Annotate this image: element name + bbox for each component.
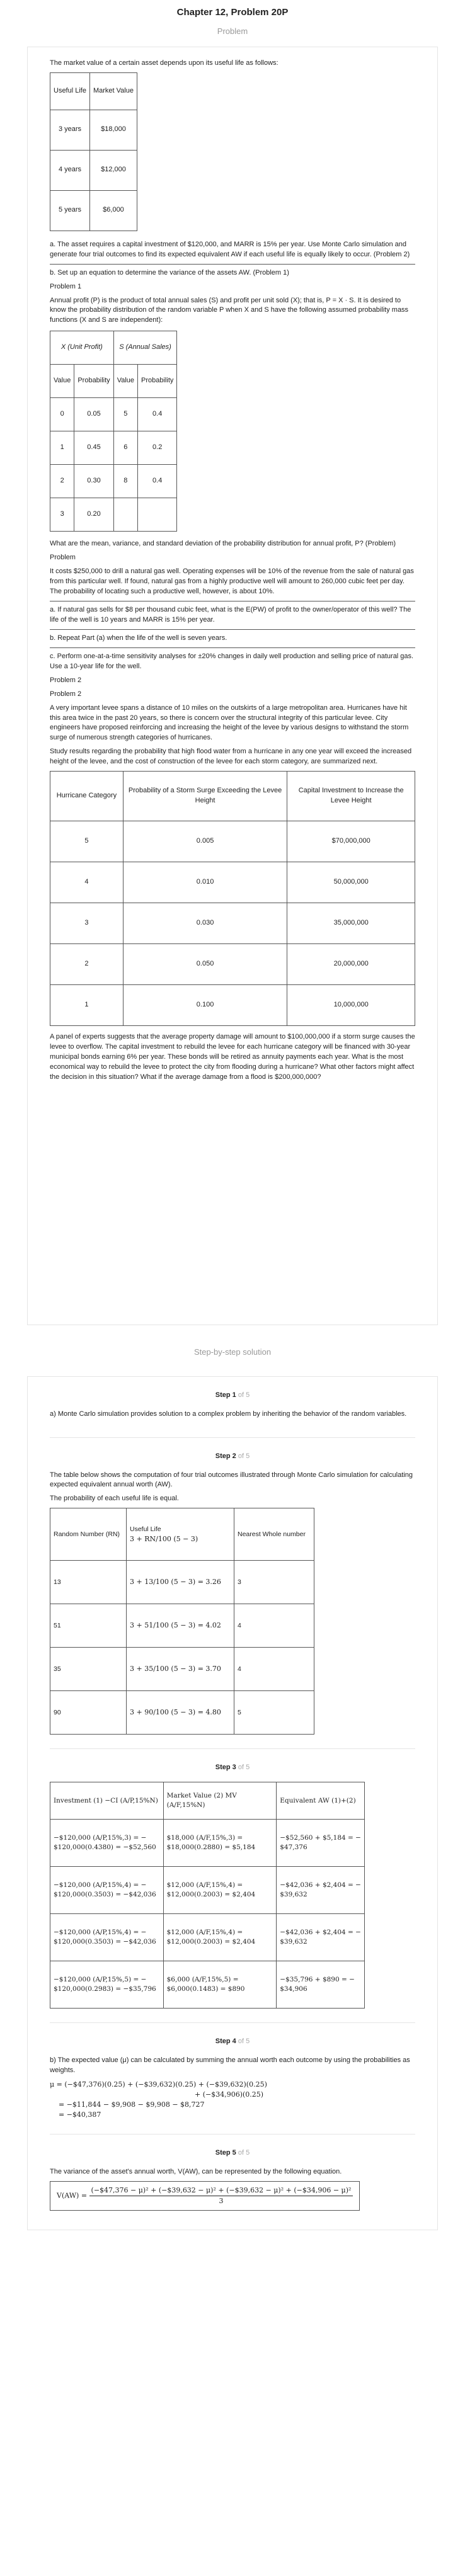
table-cell: 2 — [50, 465, 74, 498]
table-header: Investment (1) −CI (A/P,15%N) — [50, 1782, 164, 1820]
table-cell: 6 — [113, 431, 137, 465]
table-cell — [113, 498, 137, 532]
table-row — [50, 821, 415, 862]
market-value-table — [50, 72, 137, 231]
table-cell: 3 + 13/100 (5 − 3) = 3.26 — [127, 1561, 234, 1604]
step4-text: b) The expected value (μ) can be calculated by summing the annual worth each outcome by using the probabilities as weights. — [50, 2056, 410, 2075]
step-word: Step — [215, 1452, 231, 1460]
table-cell: 0.005 — [123, 821, 287, 862]
expected-value-equation — [50, 2080, 415, 2120]
table-row — [50, 465, 177, 498]
table-row — [50, 431, 177, 465]
table-cell: −$42,036 + $2,404 = −$39,632 — [277, 1914, 365, 1961]
step-of: of 5 — [238, 2148, 250, 2157]
step-word: Step — [215, 2148, 231, 2157]
step-number: 3 — [232, 1764, 236, 1772]
table-cell: 3 years — [50, 110, 90, 150]
table-row — [50, 1867, 365, 1914]
gas-well-text: It costs $250,000 to drill a natural gas well. Operating expenses will be 10% of the revenue from the sale of natural gas from this particular well. If found, natural gas from a highly productive well will amount to 260,000 cubic feet per day. The probability of locating such a productive well, however, is about 10%. — [50, 567, 414, 596]
table-header: Nearest Whole number — [234, 1508, 314, 1561]
problem-label: Problem — [50, 554, 76, 562]
table-row — [50, 190, 137, 231]
table-cell: 10,000,000 — [287, 985, 415, 1026]
table-cell: $12,000 — [89, 150, 137, 190]
table-row — [50, 150, 137, 190]
step-header — [50, 2148, 415, 2158]
table-header: Probability — [74, 365, 113, 398]
question-mean: What are the mean, variance, and standard deviation of the probability distribution for annual profit, P? (Problem) — [50, 540, 396, 548]
part-b-text: b. Set up an equation to determine the variance of the assets AW. (Problem 1) — [50, 268, 289, 276]
table-row — [50, 1961, 365, 2009]
intro-text: The market value of a certain asset depends upon its useful life as follows: — [50, 59, 278, 67]
table-row — [50, 1914, 365, 1961]
equation-line: = −$11,844 − $9,908 − $9,908 − $8,727 — [59, 2100, 205, 2109]
table-cell: 0.4 — [138, 398, 177, 431]
table-header: Probability — [138, 365, 177, 398]
part-a-text: a. The asset requires a capital investment of $120,000, and MARR is 15% per year. Use Monte Carlo simulation and generate four trial outcomes to find its expected equivalent AW if each useful life is equally likely to occur. (Problem 2) — [50, 240, 410, 258]
solution-title: Step-by-step solution — [193, 1347, 272, 1357]
step-4 — [50, 2022, 415, 2134]
table-row — [50, 985, 415, 1026]
table-cell: 5 — [113, 398, 137, 431]
table-row — [50, 1820, 365, 1867]
table-cell: 2 — [50, 944, 123, 985]
table-cell: −$35,796 + $890 = −$34,906 — [277, 1961, 365, 2009]
table-cell: −$120,000 (A/P,15%,4) = −$120,000(0.3503) = −$42,036 — [50, 1914, 164, 1961]
table-header: Useful Life — [50, 72, 90, 110]
problem2-label: Problem 2 — [50, 676, 82, 684]
equation-line: = −$40,387 — [59, 2110, 101, 2119]
table-cell: −$120,000 (A/P,15%,3) = −$120,000(0.4380) = −$52,560 — [50, 1820, 164, 1867]
table-header: S (Annual Sales) — [113, 331, 177, 365]
table-cell: 4 years — [50, 150, 90, 190]
table-cell: 90 — [50, 1691, 127, 1735]
table-cell: 0.30 — [74, 465, 113, 498]
step2-text: The table below shows the computation of four trial outcomes illustrated through Monte Carlo simulation for calculating expected equivalent annual worth (AW). — [50, 1471, 413, 1489]
step-of: of 5 — [238, 1764, 250, 1772]
table-header: Market Value (2) MV (A/F,15%N) — [163, 1782, 277, 1820]
table-cell: −$52,560 + $5,184 = −$47,376 — [277, 1820, 365, 1867]
table-row — [50, 110, 137, 150]
step-header — [50, 1391, 415, 1401]
annual-worth-table — [50, 1782, 365, 2009]
table-cell: 0.030 — [123, 903, 287, 944]
table-cell: $12,000 (A/F,15%,4) = $12,000(0.2003) = $2,404 — [163, 1867, 277, 1914]
monte-carlo-table — [50, 1508, 314, 1735]
table-cell: 0.4 — [138, 465, 177, 498]
equation-line: + (−$34,906)(0.25) — [195, 2090, 264, 2099]
problem-card — [27, 47, 438, 1325]
table-cell: $6,000 (A/F,15%,5) = $6,000(0.1483) = $890 — [163, 1961, 277, 2009]
table-cell: −$42,036 + $2,404 = −$39,632 — [277, 1867, 365, 1914]
table-header: Random Number (RN) — [50, 1508, 127, 1561]
step-number: 5 — [232, 2148, 236, 2157]
table-row — [50, 1604, 314, 1648]
gas-part-a: a. If natural gas sells for $8 per thousand cubic feet, what is the E(PW) of profit to the owner/operator of this well? The life of the well is 10 years and MARR is 15% per year. — [50, 606, 411, 624]
table-cell: 20,000,000 — [287, 944, 415, 985]
table-cell: 35 — [50, 1648, 127, 1691]
table-cell: 3 — [234, 1561, 314, 1604]
problem2-label: Problem 2 — [50, 690, 82, 698]
step-header — [50, 1763, 415, 1773]
problem-section-title: Problem — [217, 26, 248, 36]
problem1-label: Problem 1 — [50, 282, 82, 290]
table-cell: 5 — [234, 1691, 314, 1735]
equation-line: μ = (−$47,376)(0.25) + (−$39,632)(0.25) + (−$39,632)(0.25) — [50, 2080, 267, 2089]
variance-lhs: V(AW) = — [57, 2191, 88, 2200]
table-cell: 3 — [50, 498, 74, 532]
table-header: Capital Investment to Increase the Levee Height — [287, 772, 415, 821]
variance-denominator: 3 — [219, 2196, 224, 2205]
gas-part-b: b. Repeat Part (a) when the life of the well is seven years. — [50, 634, 227, 642]
step-2 — [50, 1437, 415, 1749]
step-of: of 5 — [238, 1452, 250, 1460]
table-cell: 0 — [50, 398, 74, 431]
step-number: 1 — [232, 1391, 236, 1399]
step-word: Step — [215, 2037, 231, 2046]
table-row — [50, 944, 415, 985]
table-cell: 5 — [50, 821, 123, 862]
table-cell: 0.010 — [123, 862, 287, 903]
table-header: Hurricane Category — [50, 772, 123, 821]
variance-formula — [50, 2181, 360, 2211]
table-row — [50, 1648, 314, 1691]
table-cell — [138, 498, 177, 532]
step-header — [50, 1452, 415, 1462]
table-cell: 1 — [50, 985, 123, 1026]
table-cell: 0.100 — [123, 985, 287, 1026]
experts-text: A panel of experts suggests that the average property damage will amount to $100,000,000 if a storm surge causes the levee to overflow. The capital investment to rebuild the levee for each hurricane category will be financed with 30-year municipal bonds earning 6% per year. These bonds will be retired as annuity payments each year. What is the most economical way to rebuild the levee to protect the city from flooding during a hurricane? What other factors might affect the decision in this situation? What if the average damage from a flood is $200,000,000? — [50, 1033, 415, 1081]
step-word: Step — [215, 1764, 231, 1772]
step-1 — [50, 1377, 415, 1437]
gas-part-c: c. Perform one-at-a-time sensitivity analyses for ±20% changes in daily well production and selling price of natural gas. Use a 10-year life for the well. — [50, 652, 414, 670]
table-cell: 4 — [50, 862, 123, 903]
table-header: X (Unit Profit) — [50, 331, 114, 365]
table-header: Value — [113, 365, 137, 398]
probability-table — [50, 331, 177, 532]
table-cell: $18,000 — [89, 110, 137, 150]
hurricane-table — [50, 771, 415, 1026]
step-number: 4 — [232, 2037, 236, 2046]
table-cell: 3 — [50, 903, 123, 944]
page-title: Chapter 12, Problem 20P — [176, 7, 289, 18]
table-cell: 13 — [50, 1561, 127, 1604]
table-cell: 0.45 — [74, 431, 113, 465]
step1-text: a) Monte Carlo simulation provides solution to a complex problem by inheriting the behavior of the random variables. — [50, 1410, 407, 1418]
variance-numerator: (−$47,376 − μ)² + (−$39,632 − μ)² + (−$39,632 − μ)² + (−$34,906 − μ)² — [89, 2186, 353, 2196]
step-5 — [50, 2134, 415, 2230]
levee-study-text: Study results regarding the probability that high flood water from a hurricane in any one year will exceed the increased height of the levee, and the cost of construction of the levee for each storm category, are summarized next. — [50, 748, 412, 766]
step-3 — [50, 1748, 415, 2022]
table-cell: 0.050 — [123, 944, 287, 985]
table-row — [50, 1691, 314, 1735]
table-cell: $18,000 (A/F,15%,3) = $18,000(0.2880) = $5,184 — [163, 1820, 277, 1867]
table-cell: 0.2 — [138, 431, 177, 465]
table-cell: 35,000,000 — [287, 903, 415, 944]
table-cell: 3 + 35/100 (5 − 3) = 3.70 — [127, 1648, 234, 1691]
table-cell: 51 — [50, 1604, 127, 1648]
levee-text: A very important levee spans a distance of 10 miles on the outskirts of a large metropolitan area. Hurricanes have hit this area twice in the past 20 years, so there is concern over the structural integrity of this particular levee. City engineers have proposed reinforcing and increasing the height of the levee by various designs to withstand the storm surge of numerous strength categories of hurricanes. — [50, 704, 409, 742]
table-cell: 4 — [234, 1604, 314, 1648]
table-row — [50, 398, 177, 431]
table-cell: 1 — [50, 431, 74, 465]
step-header — [50, 2037, 415, 2047]
table-cell: $6,000 — [89, 190, 137, 231]
table-cell: −$120,000 (A/P,15%,5) = −$120,000(0.2983) = −$35,796 — [50, 1961, 164, 2009]
table-header: Market Value — [89, 72, 137, 110]
problem1-text: Annual profit (P) is the product of total annual sales (S) and profit per unit sold (X); that is, P = X · S. It is desired to know the probability distribution of the random variable P when X and S have the following assumed probability mass functions (X and S are independent): — [50, 296, 409, 324]
table-cell: 50,000,000 — [287, 862, 415, 903]
table-header: Probability of a Storm Surge Exceeding the Levee Height — [123, 772, 287, 821]
table-cell: 0.20 — [74, 498, 113, 532]
table-header: Value — [50, 365, 74, 398]
step5-text: The variance of the asset's annual worth, V(AW), can be represented by the following equation. — [50, 2167, 342, 2175]
divider — [50, 629, 415, 630]
table-cell: $70,000,000 — [287, 821, 415, 862]
variance-fraction — [89, 2186, 353, 2206]
step-number: 2 — [232, 1452, 236, 1460]
table-header: Equivalent AW (1)+(2) — [277, 1782, 365, 1820]
table-cell: 5 years — [50, 190, 90, 231]
table-cell: 3 + 51/100 (5 − 3) = 4.02 — [127, 1604, 234, 1648]
table-cell: $12,000 (A/F,15%,4) = $12,000(0.2003) = $2,404 — [163, 1914, 277, 1961]
divider — [50, 264, 415, 265]
step-of: of 5 — [238, 1391, 250, 1399]
solution-card — [27, 1376, 438, 2230]
step2-text2: The probability of each useful life is equal. — [50, 1495, 179, 1503]
divider — [50, 647, 415, 648]
useful-life-label: Useful Life — [130, 1525, 161, 1533]
table-cell: 3 + 90/100 (5 − 3) = 4.80 — [127, 1691, 234, 1735]
table-cell: 8 — [113, 465, 137, 498]
table-row — [50, 903, 415, 944]
table-cell: 0.05 — [74, 398, 113, 431]
table-header — [127, 1508, 234, 1561]
table-cell: 4 — [234, 1648, 314, 1691]
table-cell: −$120,000 (A/P,15%,4) = −$120,000(0.3503) = −$42,036 — [50, 1867, 164, 1914]
step-word: Step — [215, 1391, 231, 1399]
table-row — [50, 862, 415, 903]
table-row — [50, 1561, 314, 1604]
useful-life-formula: 3 + RN/100 (5 − 3) — [130, 1534, 198, 1543]
table-row — [50, 498, 177, 532]
step-of: of 5 — [238, 2037, 250, 2046]
